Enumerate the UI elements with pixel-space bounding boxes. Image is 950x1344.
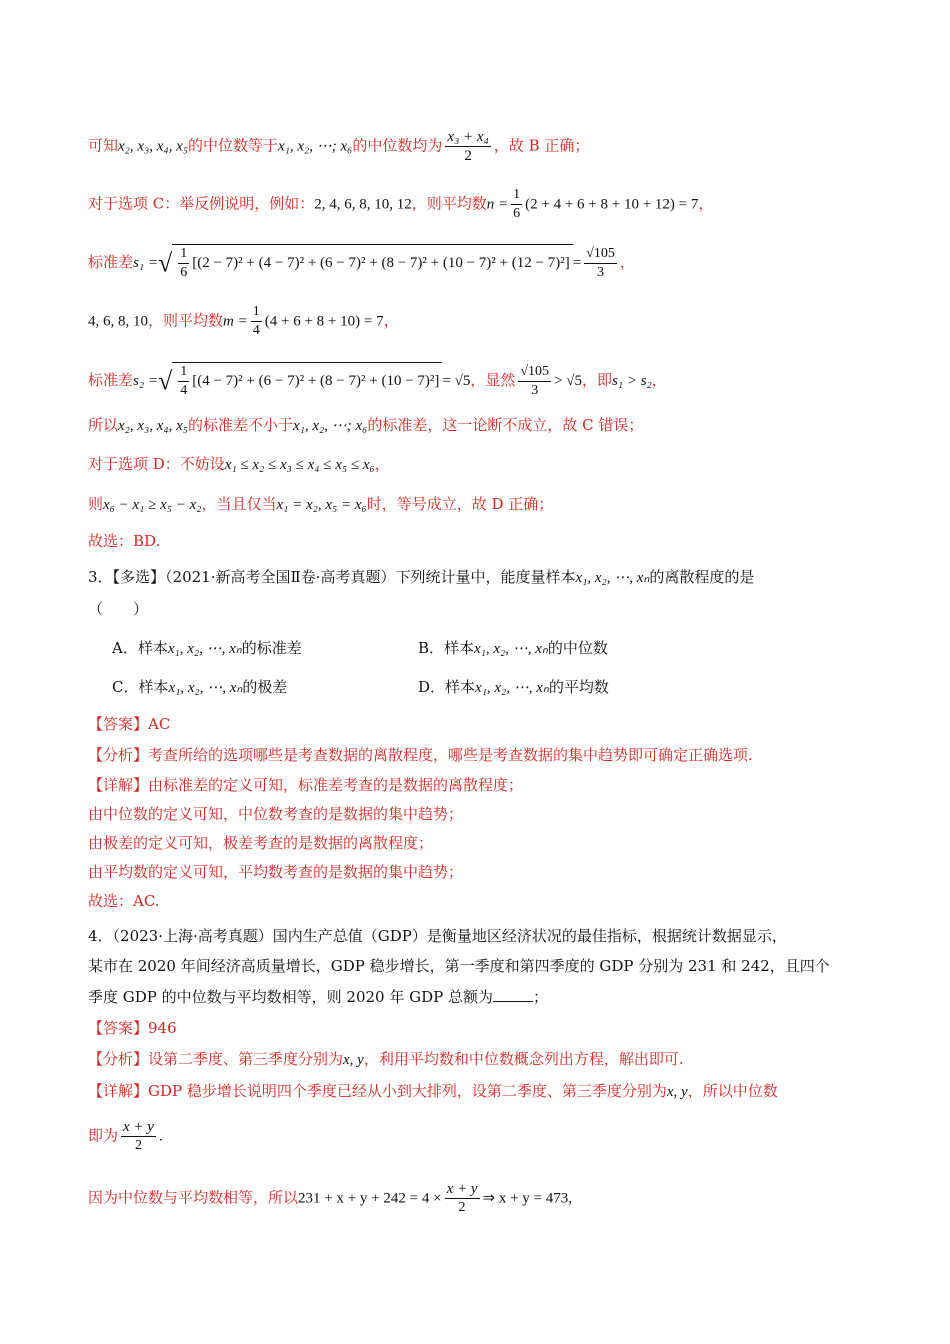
q4-stem-2: 某市在 2020 年间经济高质量增长，GDP 稳步增长，第一季度和第四季度的 GDP 分别为 231 和 242，且四个 [88, 957, 830, 975]
frac-den: 2 [134, 1138, 142, 1153]
text: ，则平均数 [148, 311, 224, 330]
text: ； [533, 988, 549, 1006]
q3-analysis: 【分析】考查所给的选项哪些是考查数据的离散程度，哪些是考查数据的集中趋势即可确定正确选项. [88, 746, 753, 764]
math: x₁, x₂, ⋯, xₙ [167, 641, 242, 657]
frac-num: √105 [518, 363, 551, 382]
frac-den: 6 [180, 265, 188, 280]
radical [158, 244, 573, 282]
q3-option-a[interactable] [112, 637, 302, 660]
fraction [251, 303, 262, 340]
math: = [572, 255, 582, 271]
text: 【详解】GDP 稳步增长说明四个季度已经从小到大排列，设第二季度、第三季度分别为 [88, 1082, 667, 1100]
fraction [445, 128, 490, 165]
text: 【分析】设第二季度、第三季度分别为 [88, 1050, 344, 1068]
q3-detail-2: 由中位数的定义可知，中位数考查的是数据的集中趋势； [88, 805, 464, 823]
text: 即为 [88, 1126, 119, 1145]
text: 可知 [88, 136, 119, 155]
math: (4 + 6 + 8 + 10) = 7 [264, 313, 384, 330]
text: 的标准差 [241, 639, 302, 657]
math: x, y [666, 1084, 688, 1100]
fraction [178, 363, 189, 400]
text: ，则平均数 [411, 194, 487, 213]
text: A．样本 [112, 639, 168, 657]
radical-sign: √ [157, 248, 173, 278]
q4-analysis [88, 1048, 684, 1071]
radicand [172, 362, 442, 400]
math: x₂, x₃, x₄, x₅ [118, 418, 189, 434]
frac-den: 4 [180, 383, 188, 398]
fraction [445, 1180, 480, 1217]
frac-num: √105 [584, 245, 617, 264]
text: 时，等号成立，故 D 正确； [366, 495, 554, 513]
math: s₁ = [133, 255, 158, 271]
text: 的极差 [242, 678, 288, 696]
text: 3．【多选】（2021·新高考全国Ⅱ卷·高考真题）下列统计量中，能度量样本 [88, 568, 576, 586]
text: ，利用平均数和中位数概念列出方程，解出即可. [363, 1050, 684, 1068]
text: 季度 GDP 的中位数与平均数相等，则 2020 年 GDP 总额为 [88, 988, 493, 1006]
q4-stem-3 [88, 986, 548, 1008]
math: x₁, x₂, ⋯; x₆ [278, 138, 353, 155]
math: n = [486, 196, 509, 213]
frac-den: 6 [513, 206, 521, 221]
radical-sign: √ [157, 366, 173, 396]
text: ，所以中位数 [687, 1082, 778, 1100]
q3-detail-1: 【详解】由标准差的定义可知，标准差考查的是数据的离散程度； [88, 776, 524, 794]
q4-stem-1: 4．（2023·上海·高考真题）国内生产总值（GDP）是衡量地区经济状况的最佳指标，根据统计数据显示， [88, 927, 787, 945]
math: [(2 − 7)² + (4 − 7)² + (6 − 7)² + (8 − 7)² + (10 − 7)² + (12 − 7)²] [192, 254, 570, 271]
prev-line-8 [88, 493, 553, 516]
q3-option-b[interactable] [418, 637, 608, 660]
text: 的标准差，这一论断不成立，故 C 错误； [367, 416, 644, 434]
text: ，当且仅当 [201, 495, 277, 513]
fraction [178, 245, 189, 282]
frac-num: 1 [251, 303, 262, 322]
frac-den: 3 [531, 382, 539, 398]
math: > √5 [554, 373, 582, 389]
frac-den: 2 [458, 1200, 466, 1215]
text: C．样本 [112, 678, 169, 696]
prev-line-5 [88, 362, 667, 400]
math: x, y [343, 1052, 364, 1068]
text: 的离散程度的是 [649, 568, 755, 586]
text: ， [383, 311, 399, 330]
fraction [518, 363, 551, 400]
math: 2, 4, 6, 8, 10, 12 [314, 196, 412, 213]
text: ，即 [582, 371, 613, 389]
text: ，显然 [470, 371, 516, 389]
text: 标准差 [88, 371, 134, 389]
text: ， [374, 455, 390, 473]
prev-line-6 [88, 414, 643, 437]
math: s₂ = [133, 373, 158, 389]
prev-line-4 [88, 303, 399, 340]
prev-line-3 [88, 244, 635, 282]
text: ，故 B 正确； [493, 136, 590, 155]
frac-num: 1 [511, 186, 522, 205]
prev-line-2 [88, 186, 713, 223]
prev-line-1 [88, 128, 589, 165]
math: 4, 6, 8, 10 [88, 313, 148, 330]
q3-stem [88, 566, 754, 589]
frac-num: x₃ + x₄ [447, 129, 489, 145]
q4-detail-2 [88, 1118, 163, 1155]
frac-den: 4 [252, 323, 260, 338]
frac-num: x + y [446, 1181, 478, 1197]
fraction [511, 186, 522, 223]
fraction [584, 245, 617, 282]
frac-den: 2 [464, 148, 472, 164]
text: 所以 [88, 416, 119, 434]
q3-answer: 【答案】AC [88, 715, 171, 733]
text: ， [651, 371, 667, 389]
text: . [158, 1128, 163, 1145]
text: 则 [88, 495, 104, 513]
frac-den: 3 [597, 264, 605, 280]
math: x₁, x₂, ⋯, xₙ [575, 570, 650, 586]
math: x₁, x₂, ⋯; x₆ [293, 418, 368, 434]
text: B．样本 [418, 639, 475, 657]
math: s₁ > s₂ [612, 373, 652, 389]
math: [(4 − 7)² + (6 − 7)² + (8 − 7)² + (10 − 7)²] [192, 372, 440, 389]
math: ⇒ x + y = 473, [482, 1190, 573, 1207]
q4-detail [88, 1080, 778, 1103]
math: x₁ = x₂, x₅ = x₆ [276, 497, 367, 513]
text: 对于选项 C：举反例说明，例如： [88, 194, 315, 213]
q3-paren: （ ） [88, 600, 149, 618]
q3-detail-3: 由极差的定义可知，极差考查的是数据的离散程度； [88, 834, 434, 852]
text: 因为中位数与平均数相等，所以 [88, 1188, 299, 1207]
math: x₁, x₂, ⋯, xₙ [168, 680, 243, 696]
text: 标准差 [88, 253, 134, 271]
radicand [172, 244, 572, 282]
prev-line-7 [88, 453, 390, 476]
frac-num: x + y [123, 1119, 154, 1135]
frac-num: 1 [178, 363, 189, 382]
math: x₁, x₂, ⋯, xₙ [474, 641, 548, 657]
radical [158, 362, 442, 400]
q3-choose: 故选：AC. [88, 892, 160, 910]
q3-option-c[interactable] [112, 676, 287, 699]
text: 的标准差不小于 [188, 416, 294, 434]
math: 231 + x + y + 242 = 4 × [298, 1190, 442, 1207]
text: 对于选项 D：不妨设 [88, 455, 225, 473]
q3-detail-4: 由平均数的定义可知，平均数考查的是数据的集中趋势； [88, 863, 464, 881]
math: x₁ ≤ x₂ ≤ x₃ ≤ x₄ ≤ x₅ ≤ x₆ [224, 457, 375, 473]
fraction [121, 1118, 156, 1155]
text: 的平均数 [548, 678, 609, 696]
math: x₆ − x₁ ≥ x₅ − x₂ [103, 497, 202, 513]
prev-line-9: 故选：BD. [88, 532, 161, 550]
text: ， [619, 253, 635, 271]
q4-equation [88, 1180, 572, 1217]
text: D．样本 [418, 678, 476, 696]
text: 的中位数等于 [188, 136, 279, 155]
answer-blank[interactable] [493, 987, 533, 1002]
text: ， [698, 194, 714, 213]
frac-num: 1 [178, 245, 189, 264]
q3-option-d[interactable] [418, 676, 609, 699]
math: = √5 [442, 373, 471, 389]
text: 的中位数均为 [352, 136, 443, 155]
math: x₂, x₃, x₄, x₅ [118, 138, 189, 155]
math: m = [223, 313, 248, 330]
text: 的中位数 [547, 639, 608, 657]
q4-answer: 【答案】946 [88, 1019, 177, 1037]
math: x₁, x₂, ⋯, xₙ [475, 680, 549, 696]
math: (2 + 4 + 6 + 8 + 10 + 12) = 7 [525, 196, 699, 213]
